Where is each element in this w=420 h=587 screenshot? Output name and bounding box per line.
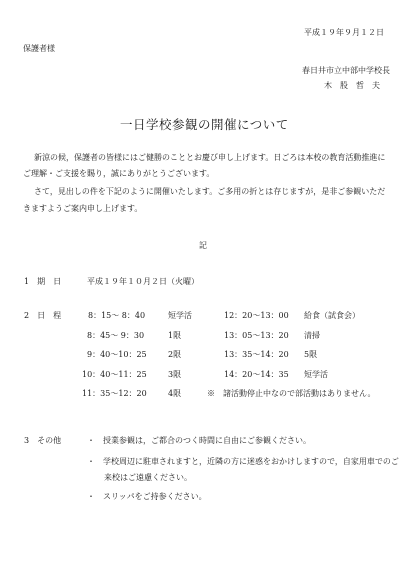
intro-line-3: さて，見出しの件を下記のように開催いたします。ご多用の折とは存じますが，是非ご参観いただ <box>34 187 386 196</box>
schedule-period: 4限 <box>168 389 182 398</box>
intro-line-1: 新涼の候，保護者の皆様にはご健勝のこととお慶び申し上げます。日ごろは本校の教育活動推進に <box>34 153 386 162</box>
ki-marker: 記 <box>199 241 207 250</box>
item1-date: 平成１９年１０月２日（火曜） <box>87 277 199 286</box>
item3-label: 3 その他 <box>24 436 62 445</box>
other-bullet: ・ 学校周辺に駐車されますと，近隣の方に迷惑をおかけしますので，自家用車でのご <box>87 457 399 466</box>
schedule-period: 給食（試食会） <box>304 311 360 320</box>
other-bullet-continuation: 来校はご遠慮ください。 <box>104 473 192 482</box>
schedule-period: 短学活 <box>168 311 192 320</box>
sender-name: 木 股 哲 夫 <box>324 81 380 90</box>
schedule-period: 2限 <box>168 350 182 359</box>
other-bullet: ・ 授業参観は，ご都合のつく時間に自由にご参観ください。 <box>87 436 311 445</box>
document-date: 平成１９年９月１２日 <box>304 28 384 37</box>
sender-organization: 春日井市立中部中学校長 <box>302 66 390 75</box>
schedule-time: 14：20〜14：35 <box>224 370 289 379</box>
schedule-time: 9：40〜10：25 <box>87 350 147 359</box>
schedule-time: 13：05〜13：20 <box>224 331 289 340</box>
schedule-time: 8：45〜 9：30 <box>87 331 145 340</box>
document-title: 一日学校参観の開催について <box>120 117 289 132</box>
schedule-period: 1限 <box>168 331 182 340</box>
item1-label: 1 期 日 <box>24 277 62 286</box>
schedule-period: 3限 <box>168 370 182 379</box>
intro-line-2: ご理解・ご支援を賜り，誠にありがとうございます。 <box>23 169 215 178</box>
club-activity-note: ※ 諸活動停止中なので部活動はありません。 <box>207 389 376 398</box>
schedule-period: 清掃 <box>304 331 320 340</box>
other-bullet: ・ スリッパをご持参ください。 <box>87 492 207 501</box>
item2-label: 2 日 程 <box>24 311 62 320</box>
schedule-time: 12：20〜13：00 <box>224 311 289 320</box>
schedule-period: 5限 <box>304 350 318 359</box>
schedule-time: 11：35〜12：20 <box>82 389 147 398</box>
intro-line-4: きますようご案内申し上げます。 <box>23 204 143 213</box>
schedule-time: 8：15〜 8：40 <box>88 311 146 320</box>
schedule-period: 短学活 <box>304 370 328 379</box>
schedule-time: 10：40〜11：25 <box>82 370 147 379</box>
addressee: 保護者様 <box>23 44 55 53</box>
schedule-time: 13：35〜14：20 <box>224 350 289 359</box>
